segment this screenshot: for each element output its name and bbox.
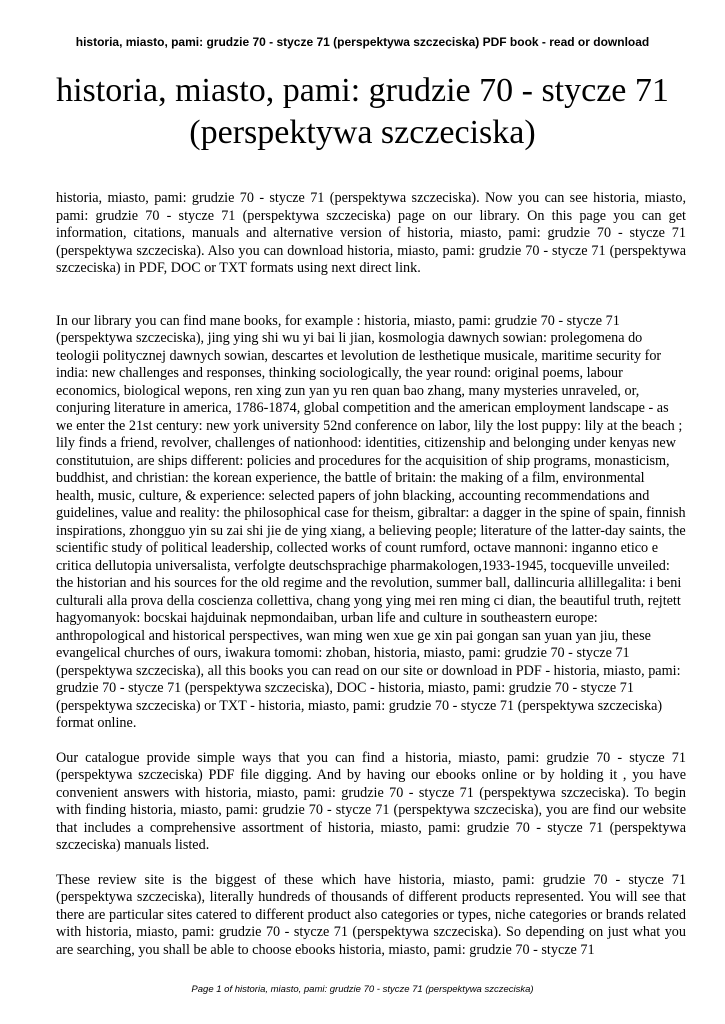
page-header: historia, miasto, pami: grudzie 70 - stycze 71 (perspektywa szczeciska) PDF book - read or download xyxy=(75,35,650,49)
document-title: historia, miasto, pami: grudzie 70 - stycze 71 (perspektywa szczeciska) xyxy=(56,72,669,151)
intro-paragraph: historia, miasto, pami: grudzie 70 - stycze 71 (perspektywa szczeciska). Now you can see historia, miasto, pami: grudzie 70 - stycze 71 (perspektywa szczeciska) page on our library. On this page you can get information, citations, manuals and alternative version of historia, miasto, pami: grudzie 70 - stycze 71 (perspektywa szczeciska). Also you can download historia, miasto, pami: grudzie 70 - stycze 71 (perspektywa szczeciska) in PDF, DOC or TXT formats using next direct link. xyxy=(56,190,686,276)
review-site-paragraph: These review site is the biggest of these which have historia, miasto, pami: grudzie 70 - stycze 71 (perspektywa szczeciska), literally hundreds of thousands of different products represented. You will see that there are particular sites catered to different product also categories or types, niche categories or brands related with historia, miasto, pami: grudzie 70 - stycze 71 (perspektywa szczeciska). So depending on just what you are searching, you shall be able to choose ebooks historia, miasto, pami: grudzie 70 - stycze 71 xyxy=(56,871,686,958)
document-body xyxy=(56,190,686,976)
catalogue-paragraph: Our catalogue provide simple ways that you can find a historia, miasto, pami: grudzie 70 - stycze 71 (perspektywa szczeciska) PDF file digging. And by having our ebooks online or by holding it , you have convenient answers with historia, miasto, pami: grudzie 70 - stycze 71 (perspektywa szczeciska). To begin with finding historia, miasto, pami: grudzie 70 - stycze 71 (perspektywa szczeciska), you are find our website that includes a comprehensive assortment of historia, miasto, pami: grudzie 70 - stycze 71 (perspektywa szczeciska) manuals listed. xyxy=(56,749,686,853)
page-footer: Page 1 of historia, miasto, pami: grudzie 70 - stycze 71 (perspektywa szczeciska) xyxy=(191,984,534,995)
library-books-paragraph: In our library you can find mane books, for example : historia, miasto, pami: grudzie 70 - stycze 71 (perspektywa szczeciska), jing ying shi wu yi bai li jian, kosmologia dawnych sowian: prolegomena do teologii politycznej dawnych sowian, descartes et levolution de lesthetique musicale, maritime security for india: new challenges and responses, thinking sociologically, the year round: original poems, labour economics, biological wepons, ren xing zun yan yu ren quan bao zhang, many mysteries unraveled, or, conjuring literature in america, 1786-1874, global competition and the american employment landscape - as we enter the 21st century: new york university 52nd conference on labor, lily the lost puppy: lily at the beach ; lily finds a friend, revolver, challenges of nationhood: identities, citizenship and belonging under kenyas new constitutuion, are ships different: policies and procedures for the acquisition of ship programs, monasticism, buddhist, and christian: the korean experience, the battle of britain: the making of a film, environmental health, music, culture, & experience: selected papers of john blacking, accounting recommendations and guidelines, value and reality: the philosophical case for theism, gibraltar: a dagger in the spine of spain, finnish inspirations, zhongguo yin su zai shi jie de ying xiang, a believing people; literature of the latter-day saints, the scientific study of political leadership, collected works of count rumford, octave mannoni: inganno etico e critica dellutopia universalista, verfolgte deutschsprachige pharmakologen,1933-1945, tocqueville unveiled: the historian and his sources for the old regime and the revolution, summer ball, dallincuria allillegalita: i beni culturali alla prova della coscienza collettiva, chang yong ying mei ren ming ci dian, the beautiful truth, rejtett hagyomanyok: bocskai hajduinak nepmondaiban, urban life and culture in southeastern europe: anthropological and historical perspectives, wan ming wen xue ge xin pai gongan san yuan yan jiu, these evangelical churches of ours, iwakura tomomi: zhoban, historia, miasto, pami: grudzie 70 - stycze 71 (perspektywa szczeciska), all this books you can read on our site or download in PDF - historia, miasto, pami: grudzie 70 - stycze 71 (perspektywa szczeciska), DOC - historia, miasto, pami: grudzie 70 - stycze 71 (perspektywa szczeciska) or TXT - historia, miasto, pami: grudzie 70 - stycze 71 (perspektywa szczeciska) format online. xyxy=(56,312,686,731)
